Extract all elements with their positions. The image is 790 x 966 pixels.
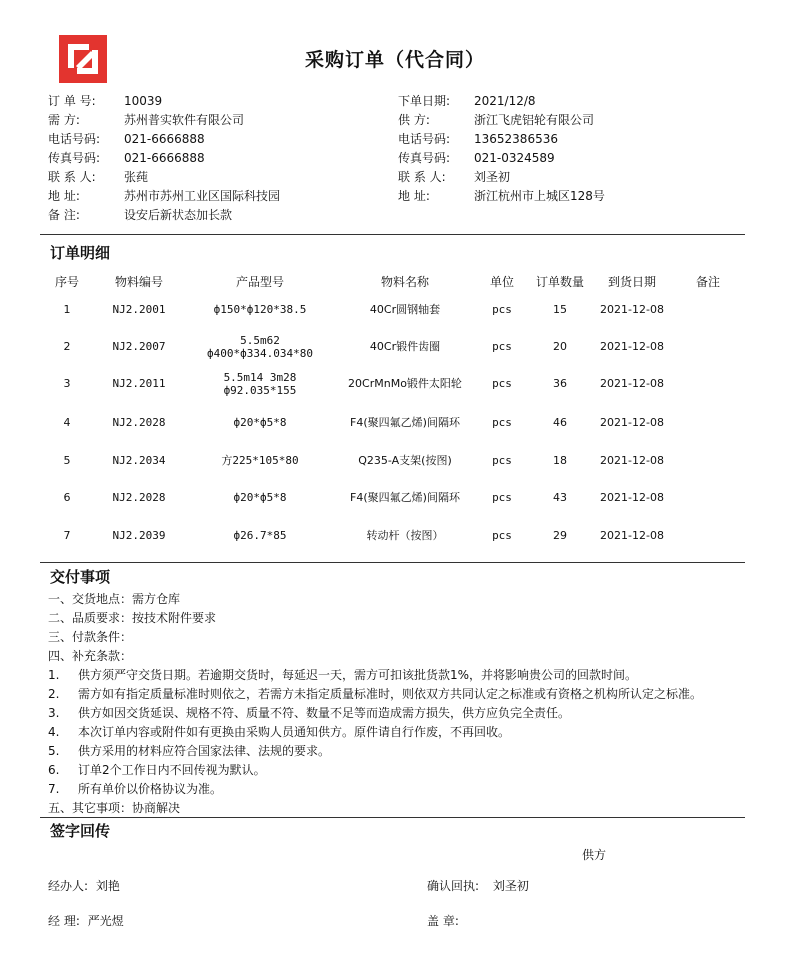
term-item: 一、交货地点：需方仓库	[48, 592, 181, 606]
info-value: 021-0324589	[474, 151, 555, 165]
seal-label: 盖 章:	[427, 914, 459, 928]
row-date: 2021-12-08	[600, 303, 664, 316]
info-value: 苏州普实软件有限公司	[124, 113, 245, 127]
term-item: 二、品质要求：按技术附件要求	[48, 611, 217, 625]
row-date: 2021-12-08	[600, 454, 664, 467]
clause-number: 2.	[48, 687, 60, 701]
info-row	[48, 92, 162, 111]
clause-number: 3.	[48, 706, 60, 720]
info-row	[398, 149, 555, 168]
info-value: 张莼	[124, 170, 149, 184]
info-value: 苏州市苏州工业区国际科技园	[124, 189, 281, 203]
row-model: ф26.7*85	[233, 529, 287, 542]
info-row	[48, 130, 205, 149]
divider	[40, 817, 745, 818]
row-model: ф150*ф120*38.5	[213, 303, 307, 316]
info-label: 传真号码:	[398, 151, 451, 165]
info-label: 供 方:	[398, 113, 430, 127]
confirm-value: 刘圣初	[492, 879, 529, 893]
row-name: 转动杆（按图）	[366, 529, 444, 542]
info-row	[398, 168, 510, 187]
clause	[48, 723, 510, 740]
row-code: NJ2.2007	[112, 340, 166, 353]
row-code: NJ2.2028	[112, 416, 166, 429]
row-model: 方225*105*80	[221, 454, 299, 467]
info-row	[398, 187, 605, 206]
row-unit: pcs	[492, 491, 512, 504]
table-header: 单位	[489, 275, 514, 289]
clause	[48, 761, 266, 778]
row-no: 3	[63, 377, 71, 390]
order-section-title: 订单明细	[50, 244, 111, 262]
row-model: 5.5m14 3m28	[223, 371, 297, 384]
clause	[48, 780, 222, 797]
clause	[48, 666, 637, 683]
term-other: 五、其它事项：协商解决	[48, 801, 181, 815]
row-code: NJ2.2039	[112, 529, 166, 542]
clause-number: 4.	[48, 725, 60, 739]
info-row	[48, 187, 280, 206]
info-value: 设安后新状态加长款	[124, 208, 233, 222]
info-value: 2021/12/8	[474, 94, 536, 108]
row-code: NJ2.2011	[112, 377, 166, 390]
info-label: 备 注:	[48, 208, 80, 222]
row-date: 2021-12-08	[600, 491, 664, 504]
row-unit: pcs	[492, 377, 512, 390]
info-label: 地 址:	[398, 189, 430, 203]
table-header: 物料编号	[114, 275, 163, 289]
row-no: 7	[63, 529, 71, 542]
row-date: 2021-12-08	[600, 529, 664, 542]
info-label: 联 系 人:	[398, 170, 446, 184]
clause	[48, 685, 702, 702]
row-date: 2021-12-08	[600, 377, 664, 390]
clause-number: 6.	[48, 763, 60, 777]
clause-text: 本次订单内容或附件如有更换由采购人员通知供方。原件请自行作废，不再回收。	[78, 725, 511, 739]
table-header: 备注	[695, 275, 720, 289]
row-model: 5.5m62	[240, 334, 280, 347]
clause	[48, 742, 330, 759]
row-qty: 43	[553, 491, 567, 504]
clause	[48, 704, 570, 721]
row-no: 4	[63, 416, 71, 429]
info-label: 传真号码:	[48, 151, 101, 165]
clause-text: 订单2个工作日内不回传视为默认。	[78, 763, 266, 777]
row-code: NJ2.2028	[112, 491, 166, 504]
table-header: 产品型号	[235, 275, 284, 289]
row-name: 40Cr圆钢轴套	[369, 303, 441, 316]
row-unit: pcs	[492, 454, 512, 467]
row-qty: 15	[553, 303, 567, 316]
table-header: 物料名称	[380, 275, 429, 289]
clause-number: 5.	[48, 744, 60, 758]
row-no: 1	[63, 303, 71, 316]
handler-label: 经办人:	[48, 879, 89, 893]
divider	[40, 234, 745, 235]
row-no: 5	[63, 454, 71, 467]
row-no: 6	[63, 491, 71, 504]
row-qty: 18	[553, 454, 567, 467]
table-header: 到货日期	[607, 275, 656, 289]
info-row	[398, 111, 594, 130]
row-qty: 36	[553, 377, 567, 390]
page-title: 采购订单（代合同）	[304, 49, 485, 71]
row-unit: pcs	[492, 340, 512, 353]
clause-text: 供方如因交货延误、规格不符、质量不符、数量不足等而造成需方损失，供方应负完全责任。	[78, 706, 571, 720]
row-name: Q235-A支架(按图)	[358, 454, 452, 467]
info-value: 021-6666888	[124, 132, 205, 146]
row-unit: pcs	[492, 416, 512, 429]
confirm-label: 确认回执:	[427, 879, 480, 893]
term-item: 四、补充条款：	[48, 649, 133, 663]
info-row	[48, 168, 148, 187]
info-label: 联 系 人:	[48, 170, 96, 184]
table-header: 订单数量	[535, 275, 584, 289]
term-item: 三、付款条件：	[48, 630, 133, 644]
info-row	[398, 130, 558, 149]
row-name: F4(聚四氟乙烯)间隔环	[350, 416, 460, 429]
row-date: 2021-12-08	[600, 340, 664, 353]
info-row	[48, 206, 232, 225]
delivery-section-title: 交付事项	[50, 568, 111, 586]
manager-label: 经 理:	[48, 914, 80, 928]
info-label: 电话号码:	[398, 132, 451, 146]
seal	[427, 912, 459, 929]
row-code: NJ2.2034	[112, 454, 166, 467]
row-qty: 20	[553, 340, 567, 353]
row-name: 40Cr锻件齿圈	[369, 340, 441, 353]
row-name: 20CrMnMo锻件太阳轮	[348, 377, 462, 390]
row-unit: pcs	[492, 303, 512, 316]
clause-text: 供方须严守交货日期。若逾期交货时，每延迟一天，需方可扣该批货款1%，并将影响贵公司的回款时间。	[78, 668, 638, 682]
info-value: 021-6666888	[124, 151, 205, 165]
row-model: ф20*ф5*8	[233, 416, 287, 429]
clause-text: 所有单价以价格协议为准。	[78, 782, 223, 796]
info-value: 10039	[124, 94, 163, 108]
handler	[48, 877, 120, 894]
sign-section-title: 签字回传	[50, 822, 111, 840]
handler-value: 刘艳	[95, 879, 120, 893]
row-qty: 46	[553, 416, 567, 429]
clause-text: 需方如有指定质量标准时则依之，若需方未指定质量标准时，则依双方共同认定之标准或有资格之机构所认定之标准。	[78, 687, 703, 701]
supplier-label: 供方	[582, 848, 607, 862]
info-label: 电话号码:	[48, 132, 101, 146]
clause-number: 7.	[48, 782, 60, 796]
info-row	[48, 149, 205, 168]
row-no: 2	[63, 340, 71, 353]
info-row	[48, 111, 244, 130]
info-value: 浙江杭州市上城区128号	[474, 189, 605, 203]
info-label: 下单日期:	[398, 94, 451, 108]
row-model: ф20*ф5*8	[233, 491, 287, 504]
info-label: 需 方:	[48, 113, 80, 127]
confirm-receipt	[427, 877, 529, 894]
clause-text: 供方采用的材料应符合国家法律、法规的要求。	[78, 744, 331, 758]
row-code: NJ2.2001	[112, 303, 166, 316]
row-name: F4(聚四氟乙烯)间隔环	[350, 491, 460, 504]
table-header: 序号	[54, 275, 79, 289]
row-unit: pcs	[492, 529, 512, 542]
info-row	[398, 92, 536, 111]
row-date: 2021-12-08	[600, 416, 664, 429]
row-model-line2: ф92.035*155	[223, 384, 297, 397]
row-qty: 29	[553, 529, 567, 542]
info-value: 13652386536	[474, 132, 558, 146]
info-value: 浙江飞虎铝轮有限公司	[474, 113, 595, 127]
divider	[40, 562, 745, 563]
info-label: 订 单 号:	[48, 94, 96, 108]
clause-number: 1.	[48, 668, 60, 682]
info-value: 刘圣初	[474, 170, 511, 184]
manager	[48, 912, 124, 929]
info-label: 地 址:	[48, 189, 80, 203]
row-model-line2: ф400*ф334.034*80	[207, 347, 313, 360]
manager-value: 严光煜	[87, 914, 124, 928]
